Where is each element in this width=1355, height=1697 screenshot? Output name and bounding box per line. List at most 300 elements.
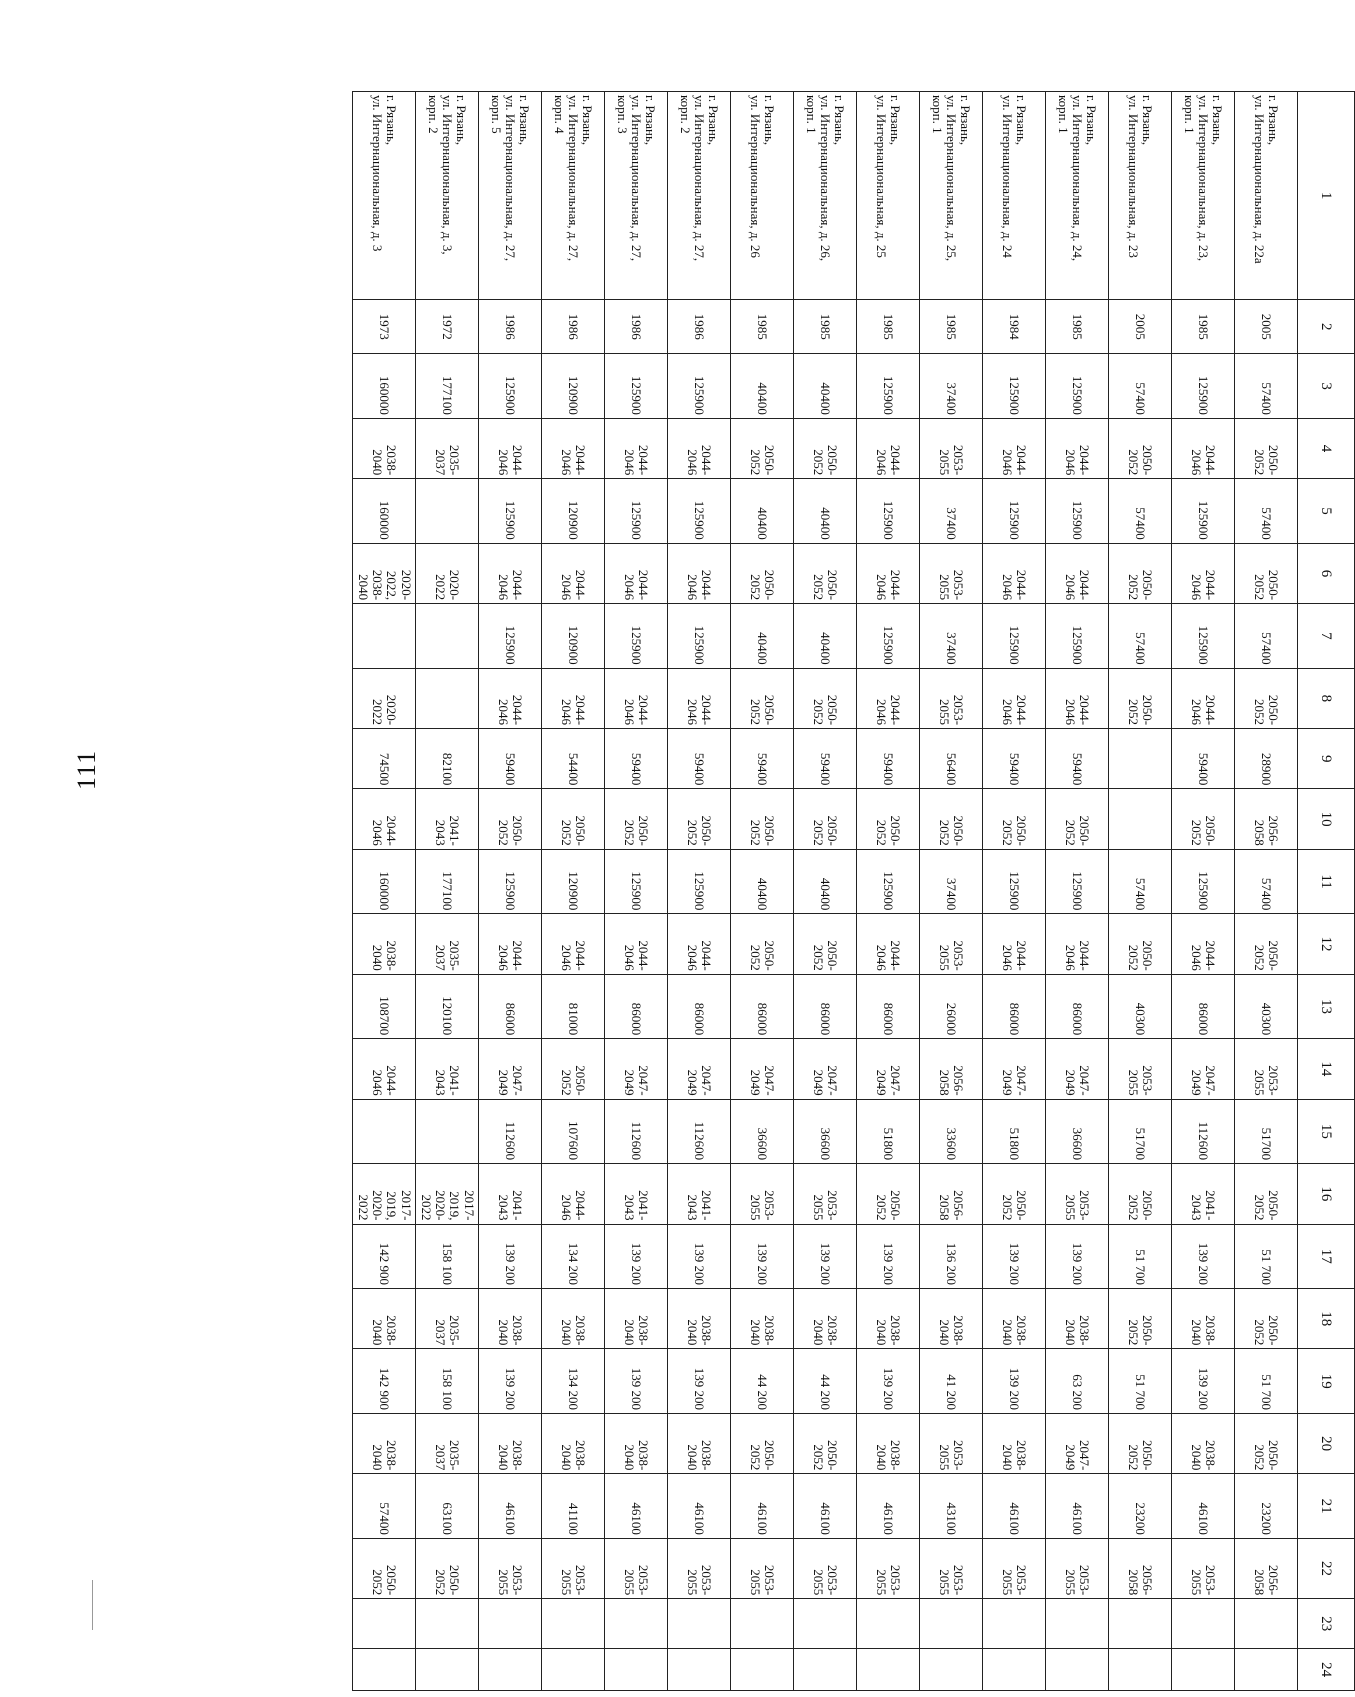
- address-cell: г. Рязань, ул. Интернациональная, д. 23: [1109, 92, 1172, 300]
- period-cell: 2047- 2049: [794, 1039, 857, 1099]
- cost-cell: 33600: [920, 1099, 983, 1164]
- period-cell: 2038- 2040: [731, 1289, 794, 1349]
- cost-cell: 23200: [1109, 1474, 1172, 1539]
- column-number: 21: [1298, 1474, 1355, 1539]
- period-cell: 2053- 2055: [542, 1538, 605, 1598]
- cost-cell: 57400: [1235, 604, 1298, 669]
- cost-cell: 160000: [353, 354, 416, 419]
- period-cell: 2053- 2055: [857, 1538, 920, 1598]
- period-cell: 2050- 2052: [731, 914, 794, 974]
- period-cell: 2044- 2046: [983, 914, 1046, 974]
- cost-cell: 86000: [983, 974, 1046, 1039]
- column-number: 12: [1298, 914, 1355, 974]
- cost-cell: 177100: [416, 354, 479, 419]
- build-year-cell: 1986: [668, 300, 731, 354]
- cost-cell: 46100: [983, 1474, 1046, 1539]
- cost-cell: 46100: [668, 1474, 731, 1539]
- cost-cell: 120900: [542, 849, 605, 914]
- cost-cell: 139 200: [668, 1349, 731, 1414]
- cost-cell: 139 200: [479, 1224, 542, 1289]
- period-cell: 2038- 2040: [794, 1289, 857, 1349]
- period-cell: 2044- 2046: [542, 1164, 605, 1224]
- cost-cell: 139 200: [1172, 1224, 1235, 1289]
- cost-cell: 44 200: [794, 1349, 857, 1414]
- cost-cell: 51700: [1109, 1099, 1172, 1164]
- period-cell: 2044- 2046: [983, 418, 1046, 478]
- column-number: 8: [1298, 668, 1355, 728]
- period-cell: 2053- 2055: [1046, 1538, 1109, 1598]
- cost-cell: 86000: [668, 974, 731, 1039]
- address-cell: г. Рязань, ул. Интернациональная, д. 3, корп. 2: [416, 92, 479, 300]
- period-cell: 2038- 2040: [668, 1289, 731, 1349]
- cost-cell: 120900: [542, 479, 605, 544]
- cost-cell: 125900: [479, 479, 542, 544]
- build-year-cell: 1986: [479, 300, 542, 354]
- period-cell: 2050- 2052: [983, 1164, 1046, 1224]
- period-cell: 2050- 2052: [1109, 1289, 1172, 1349]
- cost-cell: [353, 1599, 416, 1649]
- cost-cell: 56400: [920, 729, 983, 789]
- column-number: 10: [1298, 789, 1355, 849]
- cost-cell: 46100: [794, 1474, 857, 1539]
- build-year-cell: 1985: [857, 300, 920, 354]
- cost-cell: 108700: [353, 974, 416, 1039]
- cost-cell: 160000: [353, 849, 416, 914]
- address-cell: г. Рязань, ул. Интернациональная, д. 26: [731, 92, 794, 300]
- cost-cell: 142 900: [353, 1224, 416, 1289]
- address-cell: г. Рязань, ул. Интернациональная, д. 3: [353, 92, 416, 300]
- build-year-cell: 1985: [794, 300, 857, 354]
- cost-cell: 51 700: [1235, 1349, 1298, 1414]
- period-cell: 2053- 2055: [920, 1413, 983, 1473]
- cost-cell: 120100: [416, 974, 479, 1039]
- cost-cell: [1109, 729, 1172, 789]
- table-row: [1109, 92, 1172, 1691]
- period-cell: 2047- 2049: [983, 1039, 1046, 1099]
- period-cell: 2050- 2052: [794, 668, 857, 728]
- cost-cell: [920, 1599, 983, 1649]
- period-cell: 2047- 2049: [857, 1039, 920, 1099]
- table-row: [353, 92, 416, 1691]
- period-cell: 2038- 2040: [353, 914, 416, 974]
- build-year-cell: 2005: [1235, 300, 1298, 354]
- cost-cell: 139 200: [605, 1224, 668, 1289]
- cost-cell: 112600: [605, 1099, 668, 1164]
- period-cell: 2044- 2046: [668, 914, 731, 974]
- period-cell: [605, 1649, 668, 1691]
- cost-cell: [542, 1599, 605, 1649]
- period-cell: 2050- 2052: [542, 789, 605, 849]
- cost-cell: 125900: [605, 479, 668, 544]
- cost-cell: 46100: [1172, 1474, 1235, 1539]
- period-cell: 2041- 2043: [605, 1164, 668, 1224]
- period-cell: 2053- 2055: [605, 1538, 668, 1598]
- cost-cell: 125900: [857, 354, 920, 419]
- period-cell: 2044- 2046: [983, 543, 1046, 603]
- period-cell: 2050- 2052: [1109, 668, 1172, 728]
- period-cell: 2050- 2052: [731, 1413, 794, 1473]
- cost-cell: 139 200: [794, 1224, 857, 1289]
- address-cell: г. Рязань, ул. Интернациональная, д. 26, корп. 1: [794, 92, 857, 300]
- period-cell: 2044- 2046: [857, 418, 920, 478]
- period-cell: 2050- 2052: [1235, 914, 1298, 974]
- build-year-cell: 1972: [416, 300, 479, 354]
- period-cell: 2053- 2055: [920, 1538, 983, 1598]
- address-cell: г. Рязань, ул. Интернациональная, д. 24, корп. 1: [1046, 92, 1109, 300]
- cost-cell: 125900: [668, 604, 731, 669]
- cost-cell: 120900: [542, 354, 605, 419]
- cost-cell: 46100: [1046, 1474, 1109, 1539]
- cost-cell: 63 200: [1046, 1349, 1109, 1414]
- cost-cell: 107600: [542, 1099, 605, 1164]
- period-cell: [416, 1649, 479, 1691]
- cost-cell: 134 200: [542, 1349, 605, 1414]
- period-cell: 2053- 2055: [731, 1164, 794, 1224]
- period-cell: 2047- 2049: [1046, 1039, 1109, 1099]
- period-cell: 2038- 2040: [1172, 1413, 1235, 1473]
- cost-cell: 59400: [1046, 729, 1109, 789]
- column-number: 19: [1298, 1349, 1355, 1414]
- cost-cell: 37400: [920, 354, 983, 419]
- period-cell: 2038- 2040: [668, 1413, 731, 1473]
- period-cell: 2056- 2058: [1109, 1538, 1172, 1598]
- column-number: 23: [1298, 1599, 1355, 1649]
- period-cell: 2050- 2052: [857, 789, 920, 849]
- build-year-cell: 1986: [542, 300, 605, 354]
- period-cell: 2044- 2046: [1172, 668, 1235, 728]
- table-row: [1235, 92, 1298, 1691]
- cost-cell: 86000: [1172, 974, 1235, 1039]
- column-number: 14: [1298, 1039, 1355, 1099]
- table-row: [668, 92, 731, 1691]
- cost-cell: 51800: [857, 1099, 920, 1164]
- period-cell: [920, 1649, 983, 1691]
- period-cell: 2053- 2055: [920, 543, 983, 603]
- period-cell: 2044- 2046: [668, 668, 731, 728]
- column-number: 24: [1298, 1649, 1355, 1691]
- period-cell: 2053- 2055: [1046, 1164, 1109, 1224]
- period-cell: 2053- 2055: [920, 668, 983, 728]
- cost-cell: 57400: [1109, 604, 1172, 669]
- cost-cell: 59400: [731, 729, 794, 789]
- period-cell: 2053- 2055: [920, 914, 983, 974]
- period-cell: 2044- 2046: [1046, 668, 1109, 728]
- cost-cell: 40400: [794, 604, 857, 669]
- period-cell: 2050- 2052: [1235, 1289, 1298, 1349]
- period-cell: [1235, 1649, 1298, 1691]
- cost-cell: 59400: [983, 729, 1046, 789]
- period-cell: 2050- 2052: [353, 1538, 416, 1598]
- table-row: [1172, 92, 1235, 1691]
- period-cell: 2050- 2052: [1109, 1164, 1172, 1224]
- cost-cell: 139 200: [731, 1224, 794, 1289]
- column-number: 3: [1298, 354, 1355, 419]
- cost-cell: 125900: [983, 479, 1046, 544]
- cost-cell: 41 200: [920, 1349, 983, 1414]
- period-cell: 2056- 2058: [920, 1039, 983, 1099]
- build-year-cell: 1985: [1172, 300, 1235, 354]
- period-cell: [1109, 1649, 1172, 1691]
- column-number: 13: [1298, 974, 1355, 1039]
- cost-cell: [416, 479, 479, 544]
- build-year-cell: 1986: [605, 300, 668, 354]
- cost-cell: 125900: [983, 849, 1046, 914]
- period-cell: 2050- 2052: [731, 418, 794, 478]
- build-year-cell: 1984: [983, 300, 1046, 354]
- cost-cell: 63100: [416, 1474, 479, 1539]
- cost-cell: 160000: [353, 479, 416, 544]
- cost-cell: 43100: [920, 1474, 983, 1539]
- cost-cell: 158 100: [416, 1224, 479, 1289]
- period-cell: 2053- 2055: [794, 1164, 857, 1224]
- cost-cell: [731, 1599, 794, 1649]
- cost-cell: 59400: [857, 729, 920, 789]
- period-cell: 2038- 2040: [479, 1413, 542, 1473]
- table-row: [731, 92, 794, 1691]
- period-cell: 2044- 2046: [605, 543, 668, 603]
- column-number: 20: [1298, 1413, 1355, 1473]
- period-cell: 2017- 2019, 2020- 2022: [353, 1164, 416, 1224]
- period-cell: 2053- 2055: [794, 1538, 857, 1598]
- column-number-row: [1298, 92, 1355, 1691]
- period-cell: 2050- 2052: [1235, 1164, 1298, 1224]
- period-cell: 2050- 2052: [1235, 543, 1298, 603]
- cost-cell: [983, 1599, 1046, 1649]
- period-cell: 2044- 2046: [1046, 543, 1109, 603]
- cost-cell: 46100: [479, 1474, 542, 1539]
- period-cell: 2047- 2049: [479, 1039, 542, 1099]
- column-number: 17: [1298, 1224, 1355, 1289]
- address-cell: г. Рязань, ул. Интернациональная, д. 25: [857, 92, 920, 300]
- period-cell: 2053- 2055: [1172, 1538, 1235, 1598]
- cost-cell: 112600: [479, 1099, 542, 1164]
- cost-cell: 139 200: [1046, 1224, 1109, 1289]
- period-cell: 2053- 2055: [731, 1538, 794, 1598]
- table-row: [857, 92, 920, 1691]
- cost-cell: [1109, 1599, 1172, 1649]
- period-cell: 2044- 2046: [857, 914, 920, 974]
- cost-cell: 125900: [857, 604, 920, 669]
- build-year-cell: 2005: [1109, 300, 1172, 354]
- cost-cell: 57400: [1235, 354, 1298, 419]
- cost-cell: 139 200: [479, 1349, 542, 1414]
- cost-cell: 23200: [1235, 1474, 1298, 1539]
- address-cell: г. Рязань, ул. Интернациональная, д. 23, корп. 1: [1172, 92, 1235, 300]
- cost-cell: 82100: [416, 729, 479, 789]
- column-number: 5: [1298, 479, 1355, 544]
- period-cell: 2038- 2040: [353, 418, 416, 478]
- period-cell: 2044- 2046: [1046, 914, 1109, 974]
- build-year-cell: 1985: [731, 300, 794, 354]
- cost-cell: 40400: [731, 479, 794, 544]
- period-cell: 2035- 2037: [416, 418, 479, 478]
- period-cell: 2050- 2052: [1109, 1413, 1172, 1473]
- cost-cell: 40400: [794, 849, 857, 914]
- period-cell: 2050- 2052: [794, 789, 857, 849]
- period-cell: 2038- 2040: [920, 1289, 983, 1349]
- period-cell: 2050- 2052: [479, 789, 542, 849]
- cost-cell: 125900: [1046, 479, 1109, 544]
- cost-cell: 86000: [605, 974, 668, 1039]
- period-cell: 2050- 2052: [1046, 789, 1109, 849]
- cost-cell: 142 900: [353, 1349, 416, 1414]
- period-cell: 2038- 2040: [353, 1289, 416, 1349]
- cost-cell: 46100: [605, 1474, 668, 1539]
- build-year-cell: 1985: [920, 300, 983, 354]
- period-cell: 2044- 2046: [353, 789, 416, 849]
- table-row: [479, 92, 542, 1691]
- cost-cell: [1172, 1599, 1235, 1649]
- period-cell: 2038- 2040: [857, 1413, 920, 1473]
- period-cell: 2050- 2052: [1109, 418, 1172, 478]
- column-number: 1: [1298, 92, 1355, 300]
- cost-cell: 37400: [920, 849, 983, 914]
- cost-cell: 125900: [668, 849, 731, 914]
- cost-cell: 125900: [1172, 849, 1235, 914]
- period-cell: 2050- 2052: [794, 914, 857, 974]
- cost-cell: 37400: [920, 479, 983, 544]
- cost-cell: 46100: [857, 1474, 920, 1539]
- period-cell: 2050- 2052: [731, 668, 794, 728]
- cost-cell: 59400: [794, 729, 857, 789]
- period-cell: 2056- 2058: [1235, 1538, 1298, 1598]
- period-cell: 2053- 2055: [479, 1538, 542, 1598]
- cost-cell: 125900: [983, 604, 1046, 669]
- period-cell: 2044- 2046: [1172, 914, 1235, 974]
- cost-cell: 112600: [668, 1099, 731, 1164]
- cost-cell: 86000: [794, 974, 857, 1039]
- cost-cell: [857, 1599, 920, 1649]
- period-cell: [857, 1649, 920, 1691]
- cost-cell: 134 200: [542, 1224, 605, 1289]
- cost-cell: 86000: [857, 974, 920, 1039]
- period-cell: [479, 1649, 542, 1691]
- period-cell: [1172, 1649, 1235, 1691]
- cost-cell: 125900: [1172, 479, 1235, 544]
- cost-cell: [353, 604, 416, 669]
- cost-cell: 36600: [731, 1099, 794, 1164]
- period-cell: 2044- 2046: [542, 543, 605, 603]
- period-cell: 2053- 2055: [1235, 1039, 1298, 1099]
- cost-cell: 139 200: [857, 1224, 920, 1289]
- cost-cell: 81000: [542, 974, 605, 1039]
- period-cell: 2050- 2052: [731, 789, 794, 849]
- page-number: 111: [72, 749, 101, 790]
- period-cell: 2050- 2052: [794, 418, 857, 478]
- period-cell: 2038- 2040: [479, 1289, 542, 1349]
- column-number: 6: [1298, 543, 1355, 603]
- cost-cell: 40300: [1109, 974, 1172, 1039]
- period-cell: 2044- 2046: [479, 418, 542, 478]
- cost-cell: [416, 604, 479, 669]
- period-cell: 2038- 2040: [857, 1289, 920, 1349]
- cost-cell: 125900: [668, 354, 731, 419]
- cost-cell: [1235, 1599, 1298, 1649]
- cost-cell: 40400: [731, 354, 794, 419]
- column-number: 2: [1298, 300, 1355, 354]
- period-cell: 2038- 2040: [605, 1289, 668, 1349]
- period-cell: [1109, 789, 1172, 849]
- table-row: [794, 92, 857, 1691]
- table-row: [1046, 92, 1109, 1691]
- cost-cell: 125900: [479, 354, 542, 419]
- period-cell: 2044- 2046: [479, 914, 542, 974]
- address-cell: г. Рязань, ул. Интернациональная, д. 27, корп. 2: [668, 92, 731, 300]
- period-cell: [542, 1649, 605, 1691]
- period-cell: 2044- 2046: [1172, 418, 1235, 478]
- cost-cell: 51 700: [1109, 1224, 1172, 1289]
- cost-cell: 57400: [1109, 479, 1172, 544]
- period-cell: 2044- 2046: [668, 543, 731, 603]
- address-cell: г. Рязань, ул. Интернациональная, д. 27, корп. 4: [542, 92, 605, 300]
- period-cell: 2050- 2052: [1109, 543, 1172, 603]
- period-cell: 2035- 2037: [416, 1289, 479, 1349]
- address-cell: г. Рязань, ул. Интернациональная, д. 27, корп. 3: [605, 92, 668, 300]
- cost-cell: 74500: [353, 729, 416, 789]
- cost-cell: 86000: [1046, 974, 1109, 1039]
- cost-cell: 86000: [479, 974, 542, 1039]
- cost-cell: [605, 1599, 668, 1649]
- period-cell: 2050- 2052: [1109, 914, 1172, 974]
- cost-cell: 57400: [1109, 354, 1172, 419]
- cost-cell: 51 700: [1235, 1224, 1298, 1289]
- period-cell: 2050- 2052: [794, 543, 857, 603]
- cost-cell: 125900: [857, 479, 920, 544]
- cost-cell: 57400: [1235, 479, 1298, 544]
- period-cell: 2044- 2046: [542, 914, 605, 974]
- address-cell: г. Рязань, ул. Интернациональная, д. 25, корп. 1: [920, 92, 983, 300]
- column-number: 4: [1298, 418, 1355, 478]
- cost-cell: 46100: [731, 1474, 794, 1539]
- period-cell: 2044- 2046: [668, 418, 731, 478]
- period-cell: 2044- 2046: [1046, 418, 1109, 478]
- period-cell: 2041- 2043: [668, 1164, 731, 1224]
- cost-cell: 125900: [1172, 354, 1235, 419]
- cost-cell: 125900: [1046, 849, 1109, 914]
- period-cell: [1046, 1649, 1109, 1691]
- cost-cell: 136 200: [920, 1224, 983, 1289]
- period-cell: [416, 668, 479, 728]
- period-cell: 2020- 2022, 2038- 2040: [353, 543, 416, 603]
- column-number: 22: [1298, 1538, 1355, 1598]
- cost-cell: 125900: [668, 479, 731, 544]
- period-cell: 2050- 2052: [1172, 789, 1235, 849]
- period-cell: 2050- 2052: [542, 1039, 605, 1099]
- cost-cell: 40400: [731, 849, 794, 914]
- period-cell: 2044- 2046: [605, 418, 668, 478]
- period-cell: 2047- 2049: [1046, 1413, 1109, 1473]
- cost-cell: 139 200: [857, 1349, 920, 1414]
- period-cell: 2041- 2043: [416, 1039, 479, 1099]
- period-cell: 2038- 2040: [1046, 1289, 1109, 1349]
- cost-cell: [668, 1599, 731, 1649]
- cost-cell: 40400: [794, 479, 857, 544]
- cost-cell: 125900: [983, 354, 1046, 419]
- cost-cell: [1046, 1599, 1109, 1649]
- period-cell: 2050- 2052: [605, 789, 668, 849]
- cost-cell: 59400: [668, 729, 731, 789]
- cost-cell: 51 700: [1109, 1349, 1172, 1414]
- cost-cell: 139 200: [1172, 1349, 1235, 1414]
- period-cell: 2053- 2055: [1109, 1039, 1172, 1099]
- period-cell: 2044- 2046: [1172, 543, 1235, 603]
- cost-cell: [416, 1599, 479, 1649]
- table-row: [920, 92, 983, 1691]
- cost-cell: 40300: [1235, 974, 1298, 1039]
- cost-cell: 86000: [731, 974, 794, 1039]
- cost-cell: 57400: [1109, 849, 1172, 914]
- period-cell: [668, 1649, 731, 1691]
